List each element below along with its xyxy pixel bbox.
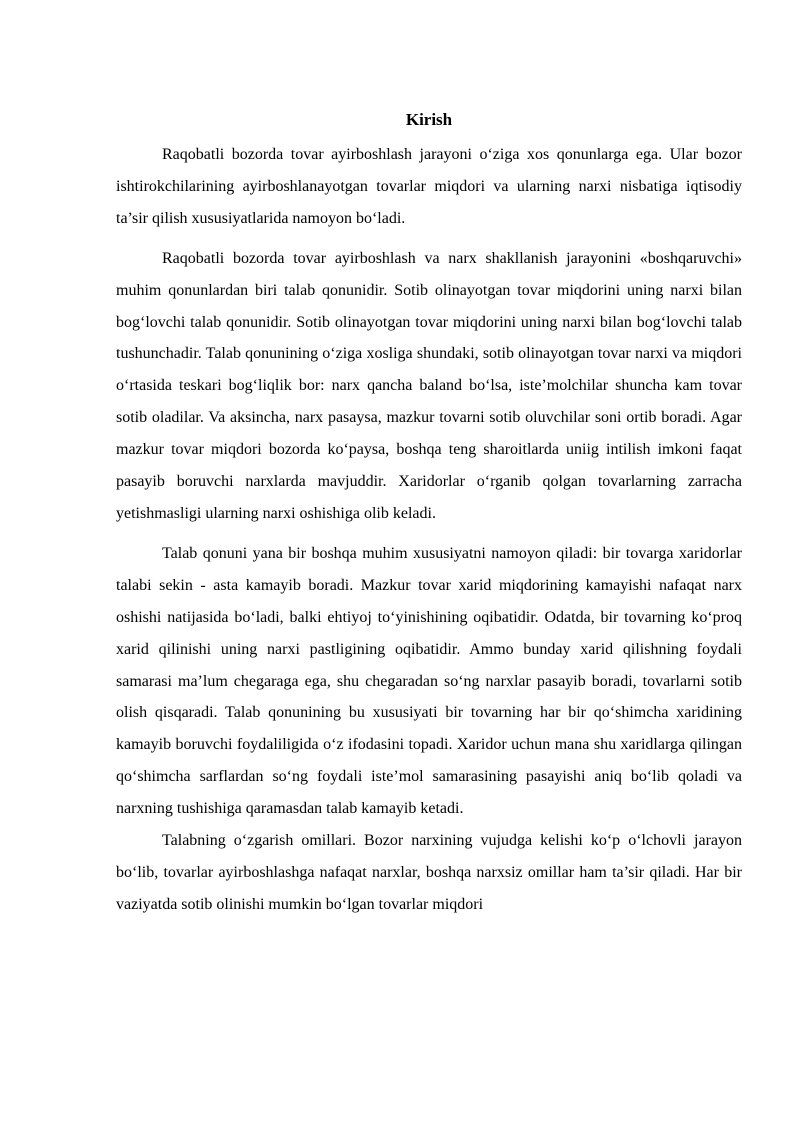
paragraph-demand-law: Raqobatli bozorda tovar ayirboshlash va narx shakllanish jarayonini «boshqaruvchi» muhim qonunlardan biri talab qonunidir. Sotib olinayotgan tovar miqdorini uning narxi bilan bog‘lovchi talab qonunidir. Sotib olinayotgan tovar miqdorini uning narxi bilan bog‘lovchi talab tushunchadir. Talab qonunining o‘ziga xosliga shundaki, sotib olinayotgan tovar narxi va miqdori o‘rtasida teskari bog‘liqlik bor: narx qancha baland bo‘lsa, iste’molchilar shuncha kam tovar sotib oladilar. Va aksincha, narx pasaysa, mazkur tovarni sotib oluvchilar soni ortib boradi. Agar mazkur tovar miqdori bozorda ko‘paysa, boshqa teng sharoitlarda uniig intilish imkoni faqat pasayib boruvchi narxlarda mavjuddir. Xaridorlar o‘rganib qolgan tovarlarning zarracha yetishmasligi ularning narxi oshishiga olib keladi. — [116, 249, 742, 522]
document-page — [116, 104, 742, 921]
paragraph-intro: Raqobatli bozorda tovar ayirboshlash jarayoni o‘ziga xos qonunlarga ega. Ular bozor ishtirokchilarining ayirboshlanayotgan tovarlar miqdori va ularning narxi nisbatiga iqtisodiy ta’sir qilish xususiyatlarida namoyon bo‘ladi. — [116, 146, 742, 227]
document-title: Kirish — [405, 110, 453, 129]
paragraph-demand-property: Talab qonuni yana bir boshqa muhim xususiyatni namoyon qiladi: bir tovarga xaridorlar talabi sekin - asta kamayib boradi. Mazkur tovar xarid miqdorining kamayishi nafaqat narx oshishi natijasida bo‘ladi, balki ehtiyoj to‘yinishining oqibatidir. Odatda, bir tovarning ko‘proq xarid qilinishi uning narxi pastligining oqibatidir. Ammo bunday xarid qilishning foydali samarasi ma’lum chegaraga ega, shu chegaradan so‘ng narxlar pasayib boradi, tovarlarni sotib olish qisqaradi. Talab qonunining bu xususiyati bir tovarning har bir qo‘shimcha xaridining kamayib boruvchi foydaliligida o‘z ifodasini topadi. Xaridor uchun mana shu xaridlarga qilingan qo‘shimcha sarflardan so‘ng foydali iste’mol samarasining pasayishi aniq bo‘lib qoladi va narxning tushishiga qaramasdan talab kamayib ketadi. — [116, 544, 742, 818]
paragraph-demand-factors: Talabning o‘zgarish omillari. Bozor narxining vujudga kelishi ko‘p o‘lchovli jarayon bo‘lib, tovarlar ayirboshlashga nafaqat narxlar, boshqa narxsiz omillar ham ta’sir qiladi. Har bir vaziyatda sotib olinishi mumkin bo‘lgan tovarlar miqdori — [116, 832, 742, 913]
